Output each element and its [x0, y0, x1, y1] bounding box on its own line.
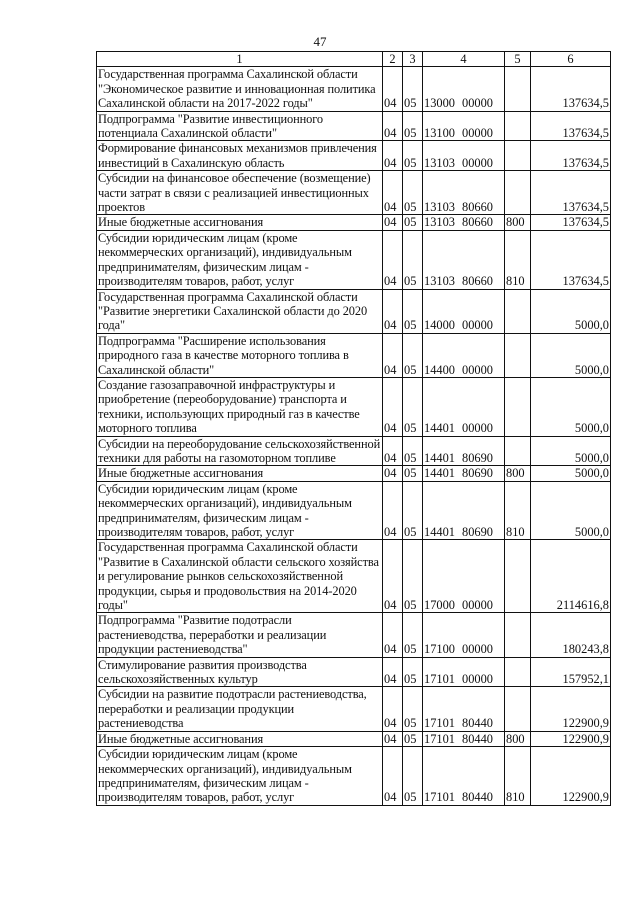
- table-header-row: [97, 52, 611, 67]
- row-amount: 122900,9: [531, 731, 611, 746]
- row-section: 04: [383, 377, 403, 436]
- row-amount: 137634,5: [531, 171, 611, 215]
- table-row: [97, 230, 611, 289]
- column-header-section: 2: [383, 52, 403, 67]
- row-amount: 5000,0: [531, 377, 611, 436]
- column-header-expense-type: 5: [505, 52, 531, 67]
- row-name: Подпрограмма "Расширение использования природного газа в качестве моторного топлива в Сахалинской области": [97, 333, 383, 377]
- row-target-article-direction: 80690: [462, 450, 493, 465]
- row-target-article-program: 14000: [424, 318, 455, 333]
- row-target-article-direction: 80440: [462, 731, 493, 746]
- row-expense-type: 810: [505, 230, 531, 289]
- row-target-article-program: 17101: [424, 731, 455, 746]
- row-amount: 5000,0: [531, 436, 611, 466]
- row-target-article-program: 13103: [424, 274, 455, 289]
- row-name: Подпрограмма "Развитие подотрасли растениеводства, переработки и реализации продукции растениеводства": [97, 613, 383, 657]
- column-header-target-article: 4: [423, 52, 505, 67]
- row-target-article-direction: 80690: [462, 525, 493, 539]
- row-target-article-direction: 00000: [462, 126, 493, 141]
- row-subsection: 05: [403, 171, 423, 215]
- row-target-article-direction: 00000: [462, 96, 493, 111]
- column-header-amount: 6: [531, 52, 611, 67]
- row-section: 04: [383, 230, 403, 289]
- row-target-article: [423, 111, 505, 141]
- row-section: 04: [383, 289, 403, 333]
- row-target-article-program: 14401: [424, 450, 455, 465]
- row-target-article-program: 13000: [424, 96, 455, 111]
- row-target-article: [423, 377, 505, 436]
- page-number: 47: [313, 34, 327, 49]
- row-expense-type: [505, 377, 531, 436]
- row-subsection: 05: [403, 747, 423, 806]
- row-subsection: 05: [403, 481, 423, 540]
- row-target-article-program: 14400: [424, 362, 455, 377]
- row-name: Субсидии юридическим лицам (кроме некоммерческих организаций), индивидуальным предпринимателям, физическим лицам - производителям товаров, работ, услуг: [97, 230, 383, 289]
- row-subsection: 05: [403, 111, 423, 141]
- row-target-article: [423, 333, 505, 377]
- row-amount: 137634,5: [531, 111, 611, 141]
- row-amount: 137634,5: [531, 230, 611, 289]
- table-row: [97, 377, 611, 436]
- row-amount: 122900,9: [531, 687, 611, 731]
- row-amount: 5000,0: [531, 289, 611, 333]
- row-target-article-program: 17000: [424, 598, 455, 613]
- row-target-article-program: 17101: [424, 672, 455, 687]
- table-body: [97, 67, 611, 805]
- row-subsection: 05: [403, 466, 423, 481]
- row-expense-type: 810: [505, 481, 531, 540]
- row-target-article: [423, 171, 505, 215]
- row-expense-type: [505, 436, 531, 466]
- row-section: 04: [383, 111, 403, 141]
- table-row: [97, 436, 611, 466]
- row-amount: 180243,8: [531, 613, 611, 657]
- row-section: 04: [383, 436, 403, 466]
- row-amount: 137634,5: [531, 215, 611, 230]
- row-expense-type: [505, 111, 531, 141]
- table-row: [97, 67, 611, 111]
- row-name: Субсидии юридическим лицам (кроме некоммерческих организаций), индивидуальным предпринимателям, физическим лицам - производителям товаров, работ, услуг: [97, 481, 383, 540]
- row-name: Субсидии юридическим лицам (кроме некоммерческих организаций), индивидуальным предпринимателям, физическим лицам - производителям товаров, работ, услуг: [97, 747, 383, 806]
- row-subsection: 05: [403, 377, 423, 436]
- row-subsection: 05: [403, 731, 423, 746]
- row-target-article-direction: 80660: [462, 215, 493, 230]
- row-target-article-program: 14401: [424, 466, 455, 481]
- row-amount: 137634,5: [531, 67, 611, 111]
- row-name: Иные бюджетные ассигнования: [97, 466, 383, 481]
- row-subsection: 05: [403, 215, 423, 230]
- row-target-article: [423, 215, 505, 230]
- row-expense-type: [505, 687, 531, 731]
- row-subsection: 05: [403, 657, 423, 687]
- row-name: Государственная программа Сахалинской области "Развитие энергетики Сахалинской области до 2020 года": [97, 289, 383, 333]
- row-expense-type: 800: [505, 466, 531, 481]
- row-target-article-direction: 80690: [462, 466, 493, 481]
- row-name: Создание газозаправочной инфраструктуры и приобретение (переоборудование) транспорта и техники, использующих природный газ в качестве моторного топлива: [97, 377, 383, 436]
- row-amount: 122900,9: [531, 747, 611, 806]
- row-name: Государственная программа Сахалинской области "Экономическое развитие и инновационная политика Сахалинской области на 2017-2022 годы": [97, 67, 383, 111]
- row-target-article-program: 13103: [424, 200, 455, 215]
- row-section: 04: [383, 481, 403, 540]
- row-target-article: [423, 436, 505, 466]
- row-name: Субсидии на переоборудование сельскохозяйственной техники для работы на газомоторном топливе: [97, 436, 383, 466]
- row-expense-type: [505, 289, 531, 333]
- row-section: 04: [383, 141, 403, 171]
- row-section: 04: [383, 657, 403, 687]
- table-row: [97, 141, 611, 171]
- row-target-article-direction: 00000: [462, 672, 493, 687]
- row-name: Иные бюджетные ассигнования: [97, 731, 383, 746]
- row-expense-type: [505, 657, 531, 687]
- table-row: [97, 289, 611, 333]
- row-target-article-program: 14401: [424, 525, 455, 539]
- table-row: [97, 687, 611, 731]
- table-row: [97, 111, 611, 141]
- row-target-article: [423, 540, 505, 613]
- row-target-article-program: 13103: [424, 215, 455, 230]
- table-row: [97, 481, 611, 540]
- row-section: 04: [383, 613, 403, 657]
- row-section: 04: [383, 171, 403, 215]
- row-section: 04: [383, 731, 403, 746]
- row-target-article-direction: 00000: [462, 155, 493, 170]
- row-target-article: [423, 481, 505, 540]
- row-amount: 5000,0: [531, 481, 611, 540]
- row-section: 04: [383, 747, 403, 806]
- column-header-name: 1: [97, 52, 383, 67]
- row-section: 04: [383, 333, 403, 377]
- row-target-article-direction: 80660: [462, 274, 493, 289]
- row-target-article-direction: 80440: [462, 716, 493, 731]
- row-target-article-program: 13100: [424, 126, 455, 141]
- row-target-article-direction: 00000: [462, 362, 493, 377]
- table-row: [97, 613, 611, 657]
- table-row: [97, 540, 611, 613]
- table-row: [97, 747, 611, 806]
- row-subsection: 05: [403, 67, 423, 111]
- row-subsection: 05: [403, 289, 423, 333]
- table-row: [97, 466, 611, 481]
- row-subsection: 05: [403, 333, 423, 377]
- row-name: Стимулирование развития производства сельскохозяйственных культур: [97, 657, 383, 687]
- column-header-subsection: 3: [403, 52, 423, 67]
- row-expense-type: 800: [505, 215, 531, 230]
- row-target-article: [423, 731, 505, 746]
- table-row: [97, 171, 611, 215]
- row-target-article: [423, 657, 505, 687]
- row-name: Подпрограмма "Развитие инвестиционного потенциала Сахалинской области": [97, 111, 383, 141]
- row-section: 04: [383, 540, 403, 613]
- row-expense-type: [505, 333, 531, 377]
- row-target-article-program: 14401: [424, 421, 455, 436]
- row-target-article-direction: 80440: [462, 790, 493, 805]
- row-name: Субсидии на финансовое обеспечение (возмещение) части затрат в связи с реализацией инвестиционных проектов: [97, 171, 383, 215]
- row-expense-type: [505, 613, 531, 657]
- row-subsection: 05: [403, 230, 423, 289]
- row-amount: 5000,0: [531, 466, 611, 481]
- row-target-article: [423, 67, 505, 111]
- row-amount: 5000,0: [531, 333, 611, 377]
- row-subsection: 05: [403, 540, 423, 613]
- table-row: [97, 657, 611, 687]
- row-target-article: [423, 141, 505, 171]
- row-expense-type: [505, 67, 531, 111]
- row-section: 04: [383, 215, 403, 230]
- row-name: Иные бюджетные ассигнования: [97, 215, 383, 230]
- row-name: Формирование финансовых механизмов привлечения инвестиций в Сахалинскую область: [97, 141, 383, 171]
- row-target-article-program: 13103: [424, 155, 455, 170]
- row-subsection: 05: [403, 613, 423, 657]
- row-subsection: 05: [403, 436, 423, 466]
- row-expense-type: 800: [505, 731, 531, 746]
- table-row: [97, 215, 611, 230]
- row-amount: 157952,1: [531, 657, 611, 687]
- row-target-article-program: 17101: [424, 716, 455, 731]
- table-row: [97, 333, 611, 377]
- row-section: 04: [383, 466, 403, 481]
- row-target-article-program: 17100: [424, 642, 455, 657]
- row-target-article-direction: 00000: [462, 318, 493, 333]
- row-section: 04: [383, 687, 403, 731]
- budget-table: [96, 51, 611, 806]
- row-name: Субсидии на развитие подотрасли растениеводства, переработки и реализации продукции растениеводства: [97, 687, 383, 731]
- row-target-article-direction: 00000: [462, 598, 493, 613]
- row-target-article: [423, 466, 505, 481]
- table-row: [97, 731, 611, 746]
- row-amount: 137634,5: [531, 141, 611, 171]
- row-expense-type: 810: [505, 747, 531, 806]
- row-target-article: [423, 613, 505, 657]
- row-target-article-direction: 00000: [462, 642, 493, 657]
- row-target-article-direction: 80660: [462, 200, 493, 215]
- row-amount: 2114616,8: [531, 540, 611, 613]
- row-target-article-direction: 00000: [462, 421, 493, 436]
- row-subsection: 05: [403, 687, 423, 731]
- row-name: Государственная программа Сахалинской области "Развитие в Сахалинской области сельского хозяйства и регулирование рынков сельскохозяйственной продукции, сырья и продовольствия на 2014-2020 годы": [97, 540, 383, 613]
- row-target-article: [423, 289, 505, 333]
- row-target-article: [423, 687, 505, 731]
- row-target-article-program: 17101: [424, 790, 455, 805]
- row-target-article: [423, 230, 505, 289]
- row-section: 04: [383, 67, 403, 111]
- row-target-article: [423, 747, 505, 806]
- row-expense-type: [505, 540, 531, 613]
- row-subsection: 05: [403, 141, 423, 171]
- row-expense-type: [505, 141, 531, 171]
- row-expense-type: [505, 171, 531, 215]
